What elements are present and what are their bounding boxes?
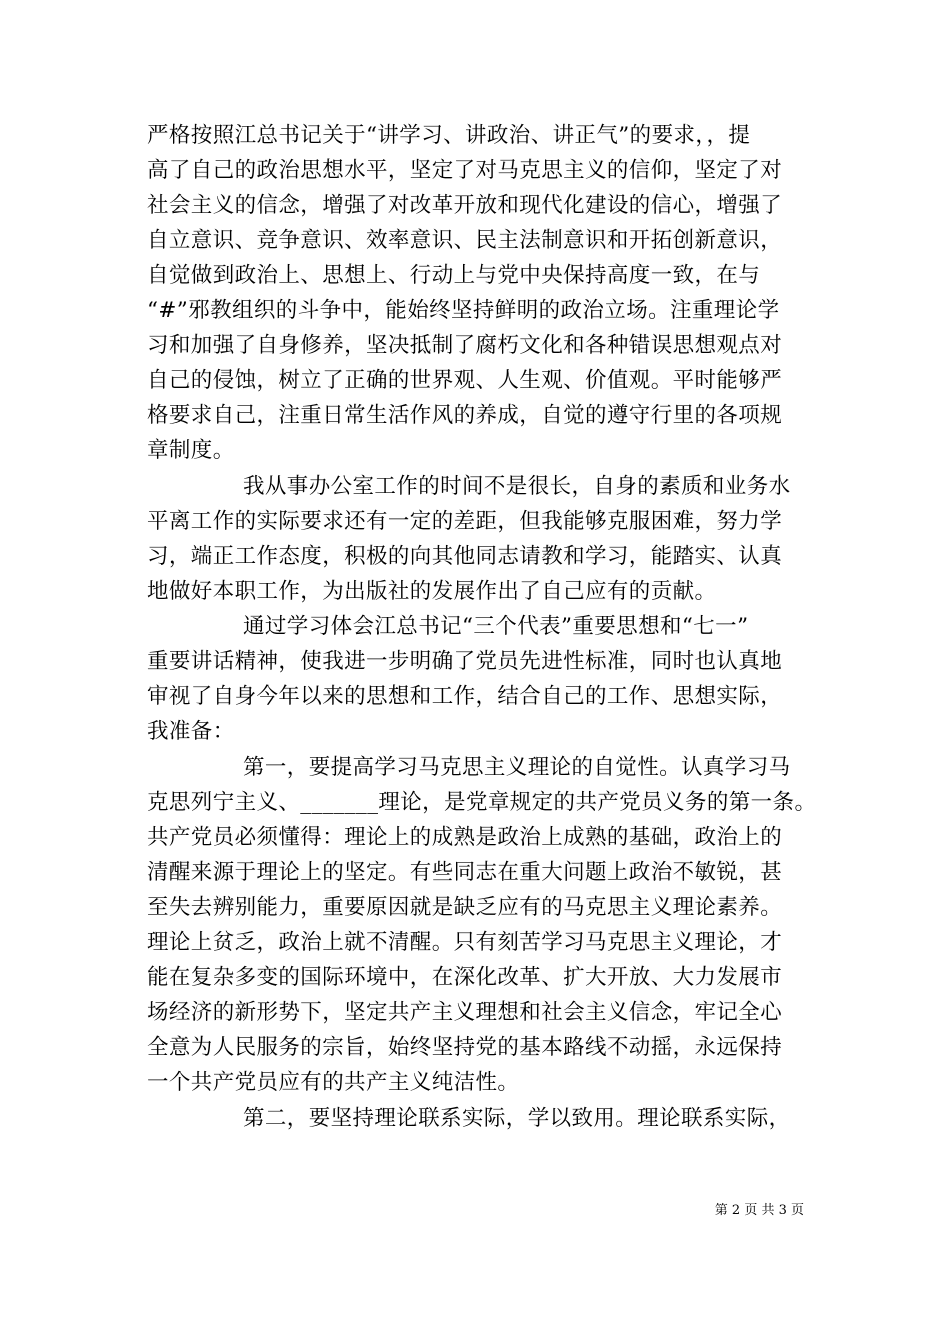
paragraph-line: 习和加强了自身修养，坚决抵制了腐朽文化和各种错误思想观点对 [147, 333, 783, 358]
paragraph-line: 我准备： [147, 719, 235, 744]
paragraph-line: 平离工作的实际要求还有一定的差距，但我能够克服困难，努力学 [147, 509, 783, 534]
paragraph-line: 章制度。 [147, 438, 235, 463]
paragraph-line: 习，端正工作态度，积极的向其他同志请教和学习，能踏实、认真 [147, 544, 783, 569]
paragraph-line: 审视了自身今年以来的思想和工作，结合自己的工作、思想实际， [147, 684, 783, 709]
paragraph-line: 格要求自己，注重日常生活作风的养成，自觉的遵守行里的各项规 [147, 403, 783, 428]
paragraph-line: 至失去辨别能力，重要原因就是缺乏应有的马克思主义理论素养。 [147, 895, 783, 920]
page-number-footer: 第 2 页 共 3 页 [714, 1203, 804, 1218]
paragraph-line: 第二，要坚持理论联系实际，学以致用。理论联系实际， [243, 1106, 791, 1131]
paragraph-line: 地做好本职工作，为出版社的发展作出了自己应有的贡献。 [147, 579, 717, 604]
paragraph-line: 自己的侵蚀，树立了正确的世界观、人生观、价值观。平时能够严 [147, 368, 783, 393]
paragraph-line: 通过学习体会江总书记“三个代表”重要思想和“七一” [243, 614, 749, 639]
paragraph-line: 严格按照江总书记关于“讲学习、讲政治、讲正气”的要求，，提 [147, 123, 751, 148]
paragraph-line: “#”邪教组织的斗争中，能始终坚持鲜明的政治立场。注重理论学 [147, 298, 780, 323]
paragraph-line: 高了自己的政治思想水平，坚定了对马克思主义的信仰，坚定了对 [147, 158, 783, 183]
paragraph-line: 重要讲话精神，使我进一步明确了党员先进性标准，同时也认真地 [147, 649, 783, 674]
paragraph-line: 社会主义的信念，增强了对改革开放和现代化建设的信心，增强了 [147, 193, 783, 218]
paragraph-line: 自立意识、竞争意识、效率意识、民主法制意识和开拓创新意识， [147, 228, 783, 253]
paragraph-line: 场经济的新形势下，坚定共产主义理想和社会主义信念，牢记全心 [147, 1000, 783, 1025]
paragraph-line: 全意为人民服务的宗旨，始终坚持党的基本路线不动摇，永远保持 [147, 1035, 783, 1060]
paragraph-line: 理论上贫乏，政治上就不清醒。只有刻苦学习马克思主义理论，才 [147, 930, 783, 955]
paragraph-line: 能在复杂多变的国际环境中，在深化改革、扩大开放、大力发展市 [147, 965, 783, 990]
paragraph-line: 自觉做到政治上、思想上、行动上与党中央保持高度一致，在与 [147, 263, 761, 288]
paragraph-line: 共产党员必须懂得：理论上的成熟是政治上成熟的基础，政治上的 [147, 825, 783, 850]
paragraph-line: 第一，要提高学习马克思主义理论的自觉性。认真学习马 [243, 755, 791, 780]
paragraph-line: 我从事办公室工作的时间不是很长，自身的素质和业务水 [243, 474, 791, 499]
paragraph-line: 清醒来源于理论上的坚定。有些同志在重大问题上政治不敏锐，甚 [147, 860, 783, 885]
paragraph-line: 一个共产党员应有的共产主义纯洁性。 [147, 1070, 520, 1095]
paragraph-line: 克思列宁主义、_______理论，是党章规定的共产党员义务的第一条。 [147, 790, 817, 815]
